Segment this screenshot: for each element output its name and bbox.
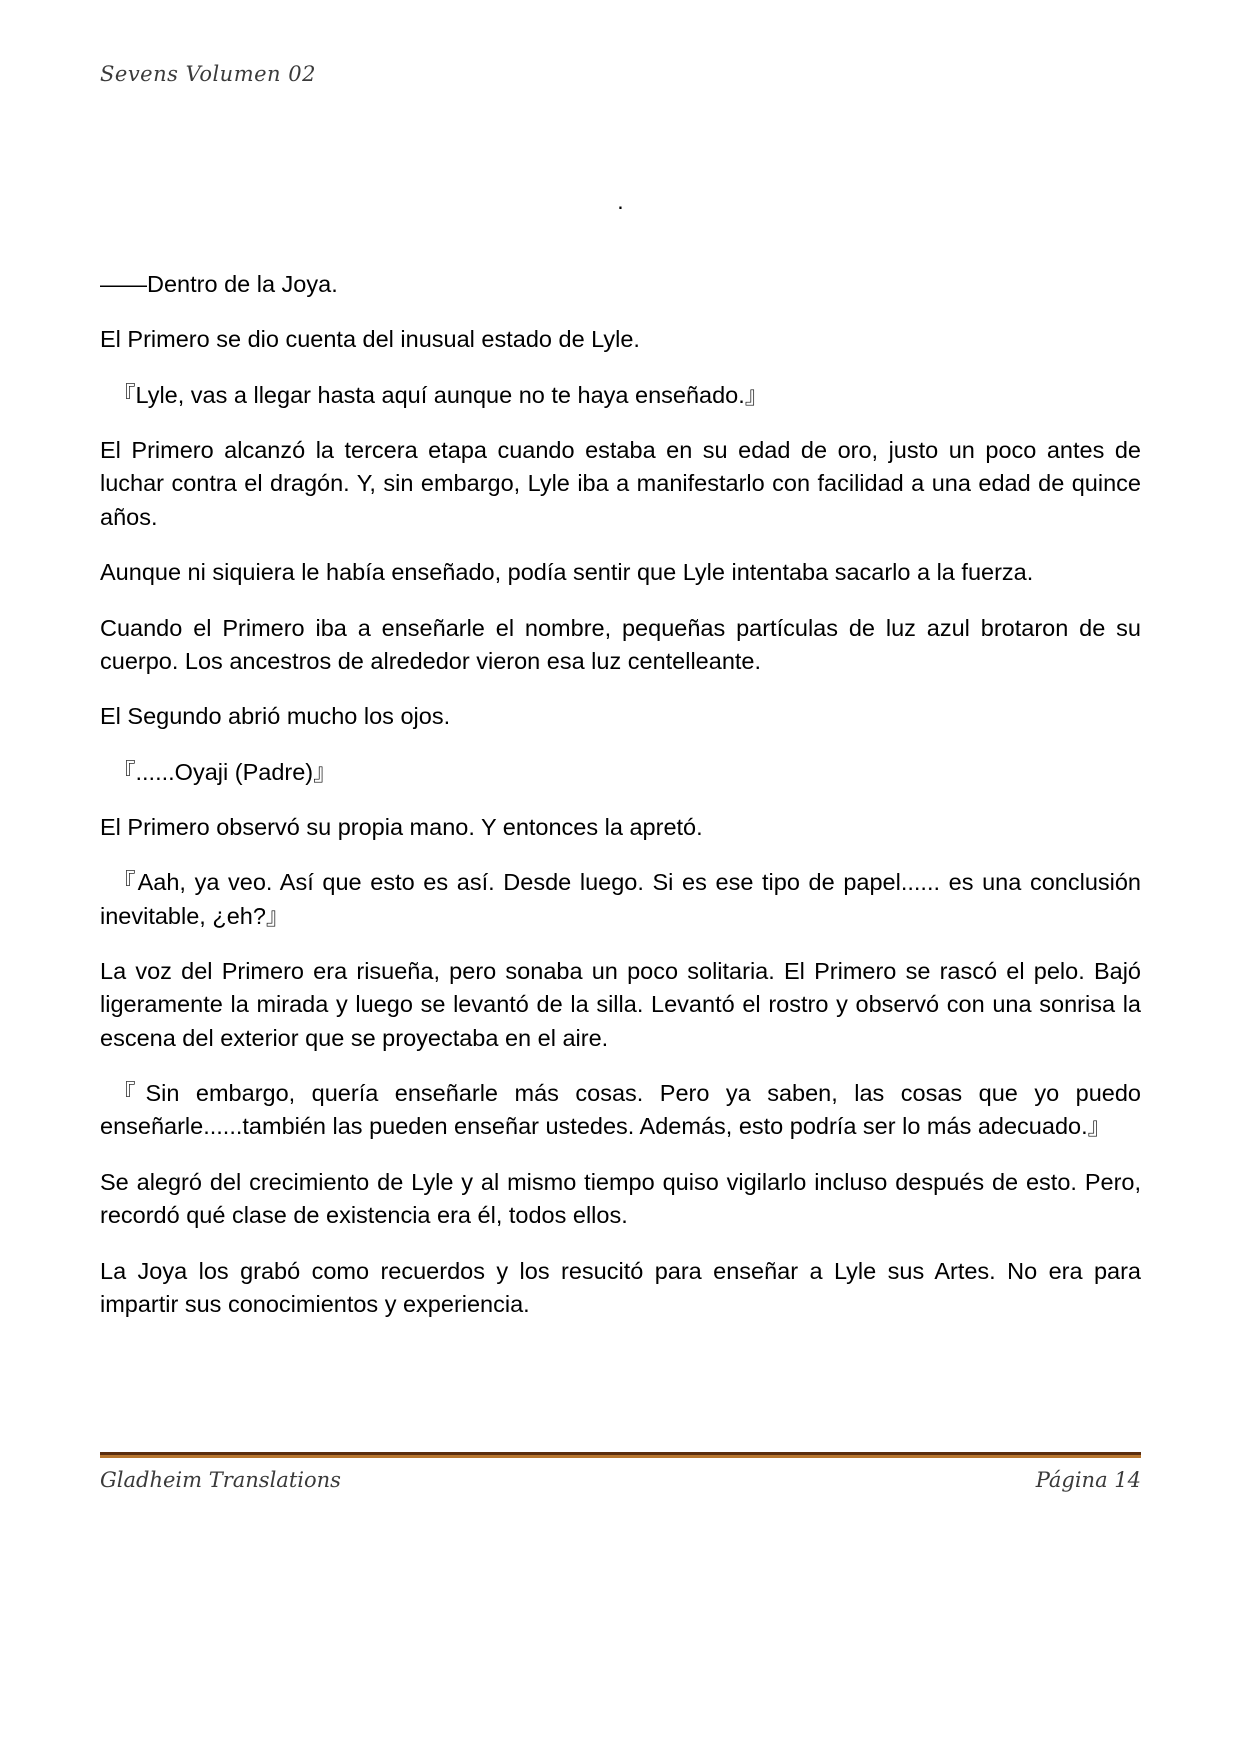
paragraph: ——Dentro de la Joya. xyxy=(100,271,338,297)
footer-rule xyxy=(100,1452,1141,1458)
paragraph: Se alegró del crecimiento de Lyle y al mismo tiempo quiso vigilarlo incluso después de esto. Pero, recordó qué clase de existencia era él, todos ellos. xyxy=(100,1168,1141,1229)
paragraph: Aunque ni siquiera le había enseñado, podía sentir que Lyle intentaba sacarlo a la fuerza. xyxy=(100,559,1034,586)
paragraph: El Primero se dio cuenta del inusual estado de Lyle. xyxy=(100,326,640,353)
footer-page-number: Página 14 xyxy=(1035,1468,1141,1492)
page-header xyxy=(100,62,1141,86)
paragraph: El Primero observó su propia mano. Y entonces la apretó. xyxy=(100,813,703,840)
footer-translator: Gladheim Translations xyxy=(100,1468,341,1492)
center-dot: . xyxy=(617,188,624,214)
paragraph: 『Sin embargo, quería enseñarle más cosas. Pero ya saben, las cosas que yo puedo enseñarle......también las pueden enseñar ustedes. Además, esto podría ser lo más adecuado.』 xyxy=(100,1080,1141,1140)
paragraph: Cuando el Primero iba a enseñarle el nombre, pequeñas partículas de luz azul brotaron de su cuerpo. Los ancestros de alrededor vieron esa luz centelleante. xyxy=(100,614,1141,674)
paragraph: La voz del Primero era risueña, pero sonaba un poco solitaria. El Primero se rascó el pelo. Bajó ligeramente la mirada y luego se levantó de la silla. Levantó el rostro y observó con una sonrisa la escena del exterior que se proyectaba en el aire. xyxy=(100,958,1141,1051)
paragraphs xyxy=(100,268,1141,1343)
paragraph: El Segundo abrió mucho los ojos. xyxy=(100,703,451,730)
paragraph: El Primero alcanzó la tercera etapa cuando estaba en su edad de oro, justo un poco antes de luchar contra el dragón. Y, sin embargo, Lyle iba a manifestarlo con facilidad a una edad de quince años. xyxy=(100,437,1141,530)
page-footer xyxy=(100,1468,1141,1492)
paragraph: 『Aah, ya veo. Así que esto es así. Desde luego. Si es ese tipo de papel...... es una conclusión inevitable, ¿eh?』 xyxy=(100,869,1141,929)
header-title: Sevens Volumen 02 xyxy=(100,62,316,86)
paragraph: 『......Oyaji (Padre)』 xyxy=(112,758,337,785)
paragraph: La Joya los grabó como recuerdos y los resucitó para enseñar a Lyle sus Artes. No era para impartir sus conocimientos y experiencia. xyxy=(100,1257,1141,1317)
paragraph: 『Lyle, vas a llegar hasta aquí aunque no te haya enseñado.』 xyxy=(112,381,769,408)
